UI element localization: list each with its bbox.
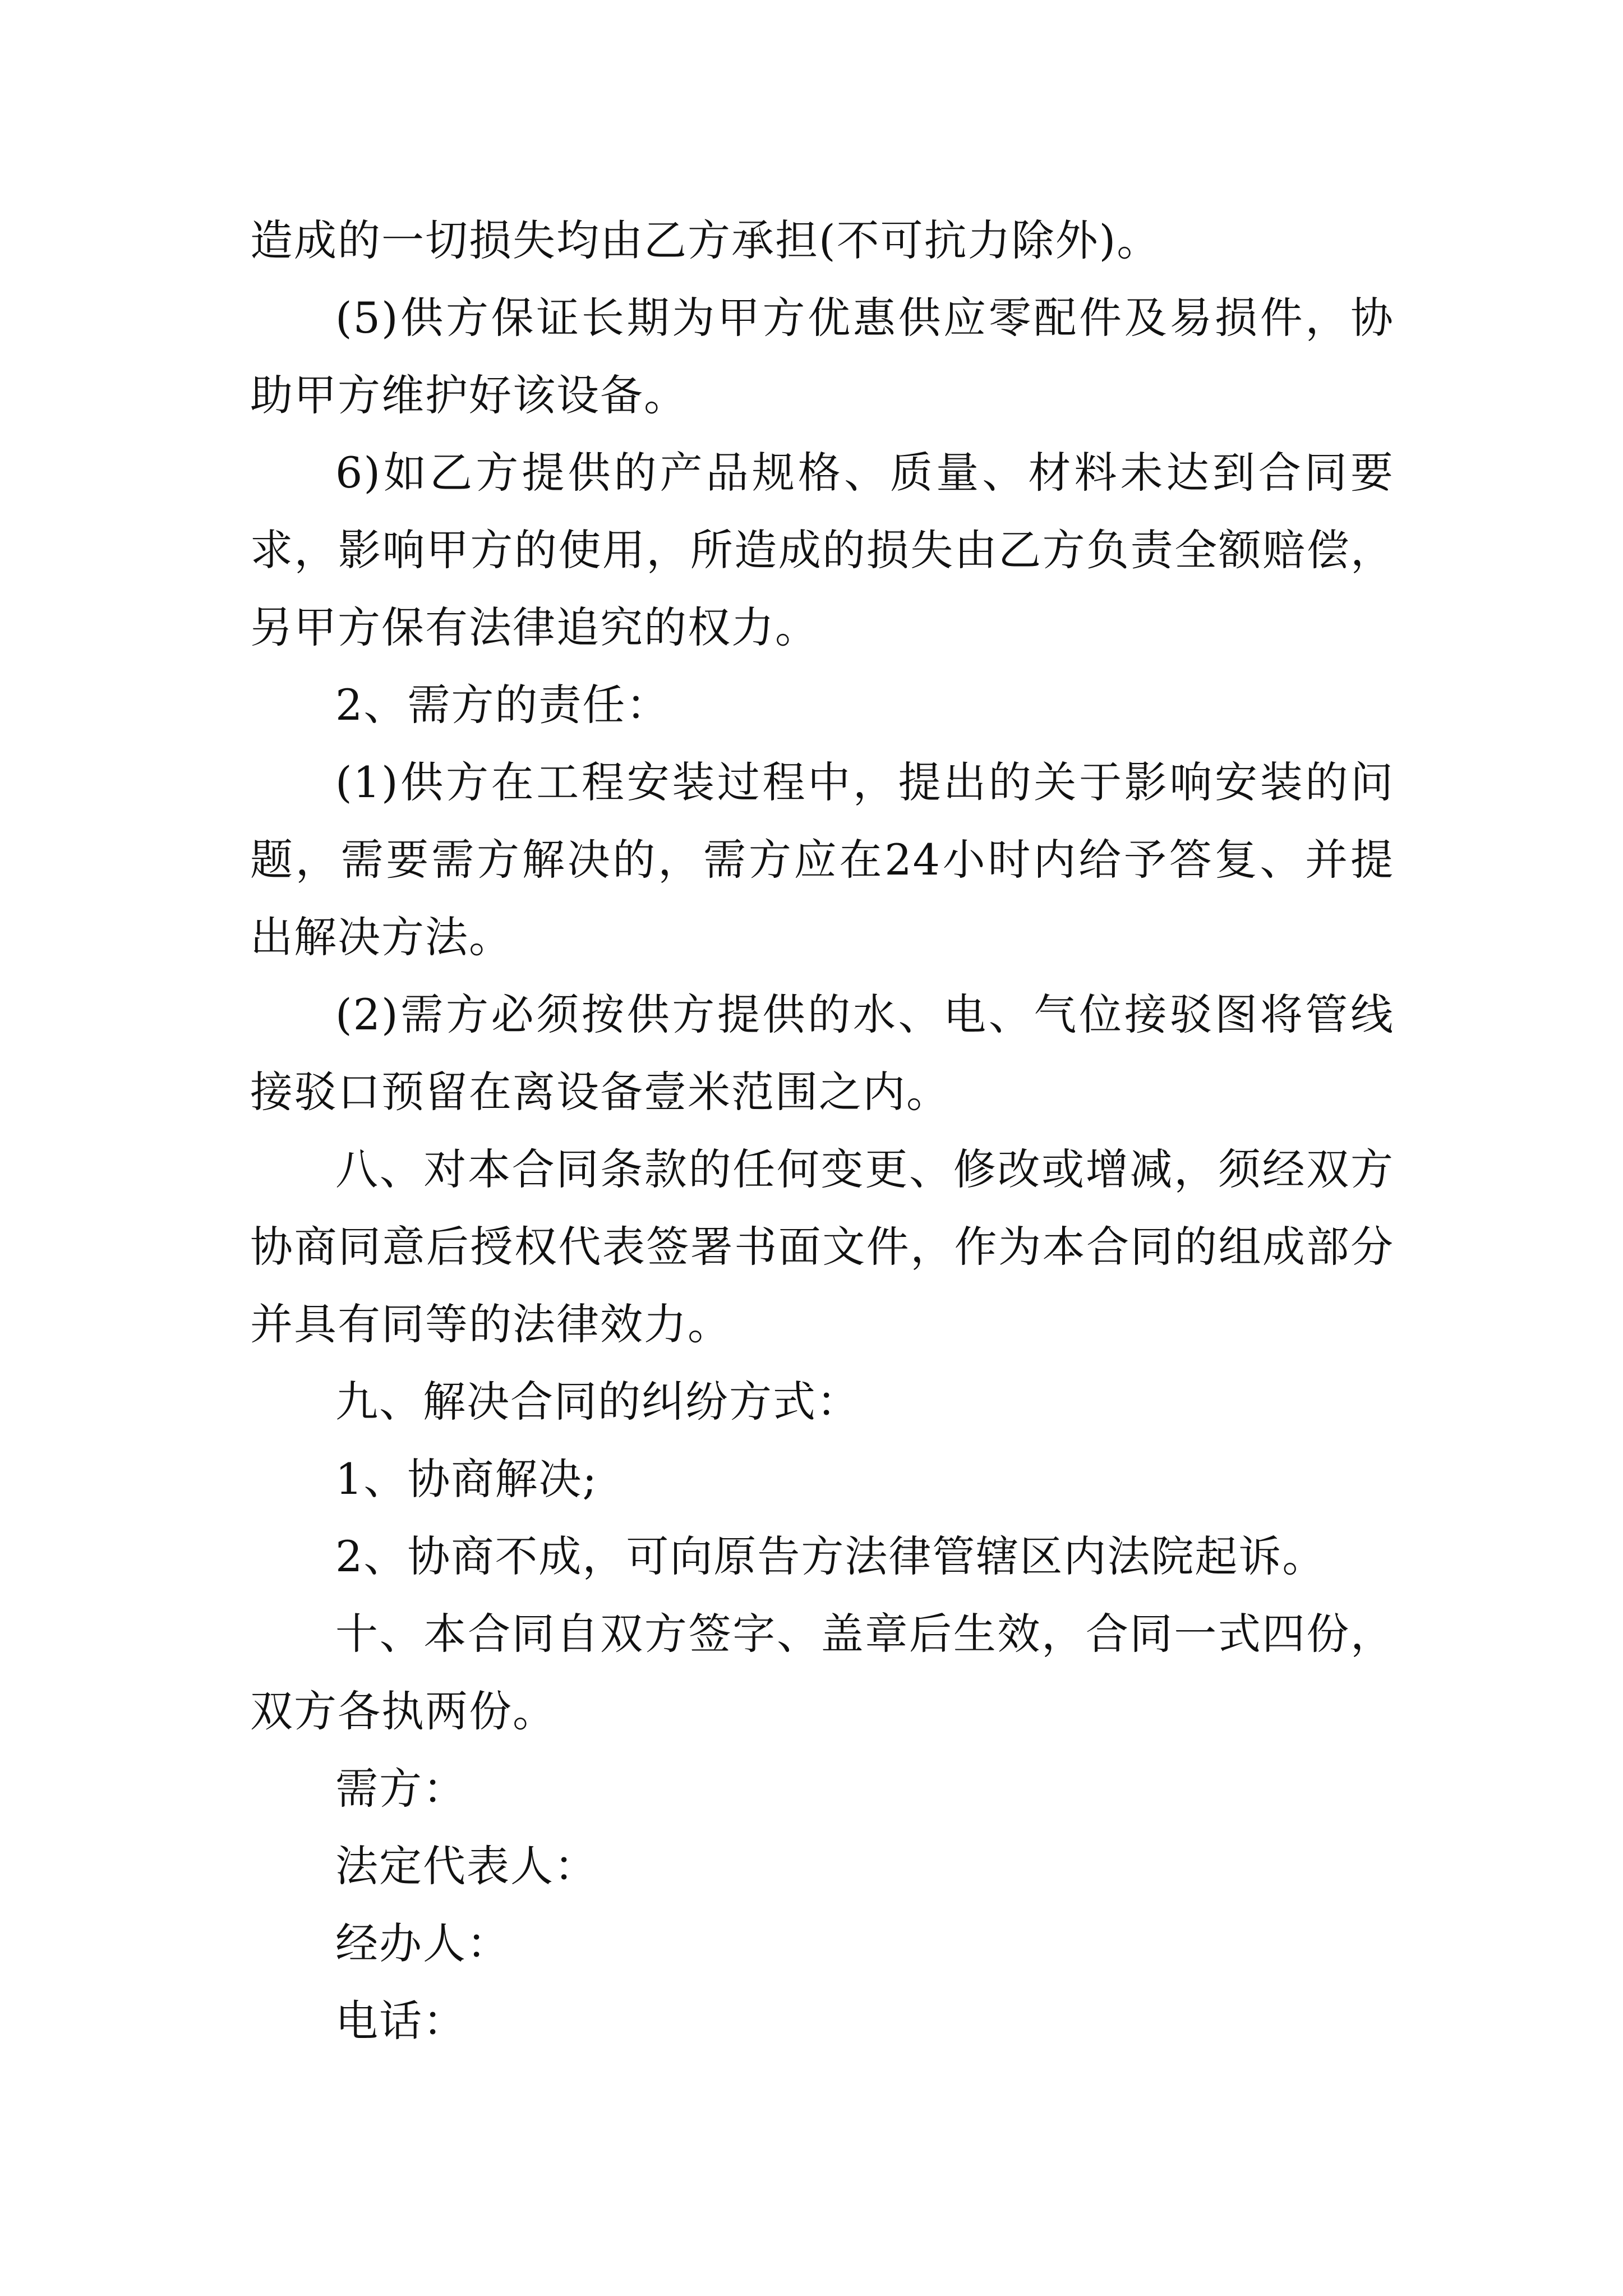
paragraph-connection-ports: (2)需方必须按供方提供的水、电、气位接驳图将管线接驳口预留在离设备壹米范围之内。 [250,990,1394,1117]
dispute-option-litigation: 2、协商不成，可向原告方法律管辖区内法院起诉。 [335,1531,1326,1581]
clause-eight-amendments: 八、对本合同条款的任何变更、修改或增减，须经双方协商同意后授权代表签署书面文件，作为本合同的组成部分并具有同等的法律效力。 [250,1144,1394,1349]
paragraph-installation-issues: (1)供方在工程安装过程中，提出的关于影响安装的问题，需要需方解决的，需方应在24小时内给予答复、并提出解决方法。 [250,757,1394,962]
paragraph-loss-liability: 造成的一切损失均由乙方承担(不可抗力除外)。 [250,215,1161,265]
signature-party-label: 需方： [335,1764,467,1814]
clause-nine-disputes: 九、解决合同的纠纷方式： [335,1377,860,1427]
paragraph-compensation: 6)如乙方提供的产品规格、质量、材料未达到合同要求，影响甲方的使用，所造成的损失由乙方负责全额赔偿，另甲方保有法律追究的权力。 [250,448,1394,652]
signature-legal-rep-label: 法定代表人： [335,1841,598,1891]
signature-handler-label: 经办人： [335,1918,510,1968]
clause-ten-effectiveness: 十、本合同自双方签字、盖章后生效，合同一式四份，双方各执两份。 [250,1609,1394,1736]
dispute-option-negotiation: 1、协商解决; [335,1454,598,1504]
section-buyer-responsibility: 2、需方的责任： [335,680,670,730]
contract-body [250,202,1394,2060]
signature-phone-label: 电话： [335,1996,467,2046]
paragraph-spare-parts: (5)供方保证长期为甲方优惠供应零配件及易损件，协助甲方维护好该设备。 [250,293,1394,420]
